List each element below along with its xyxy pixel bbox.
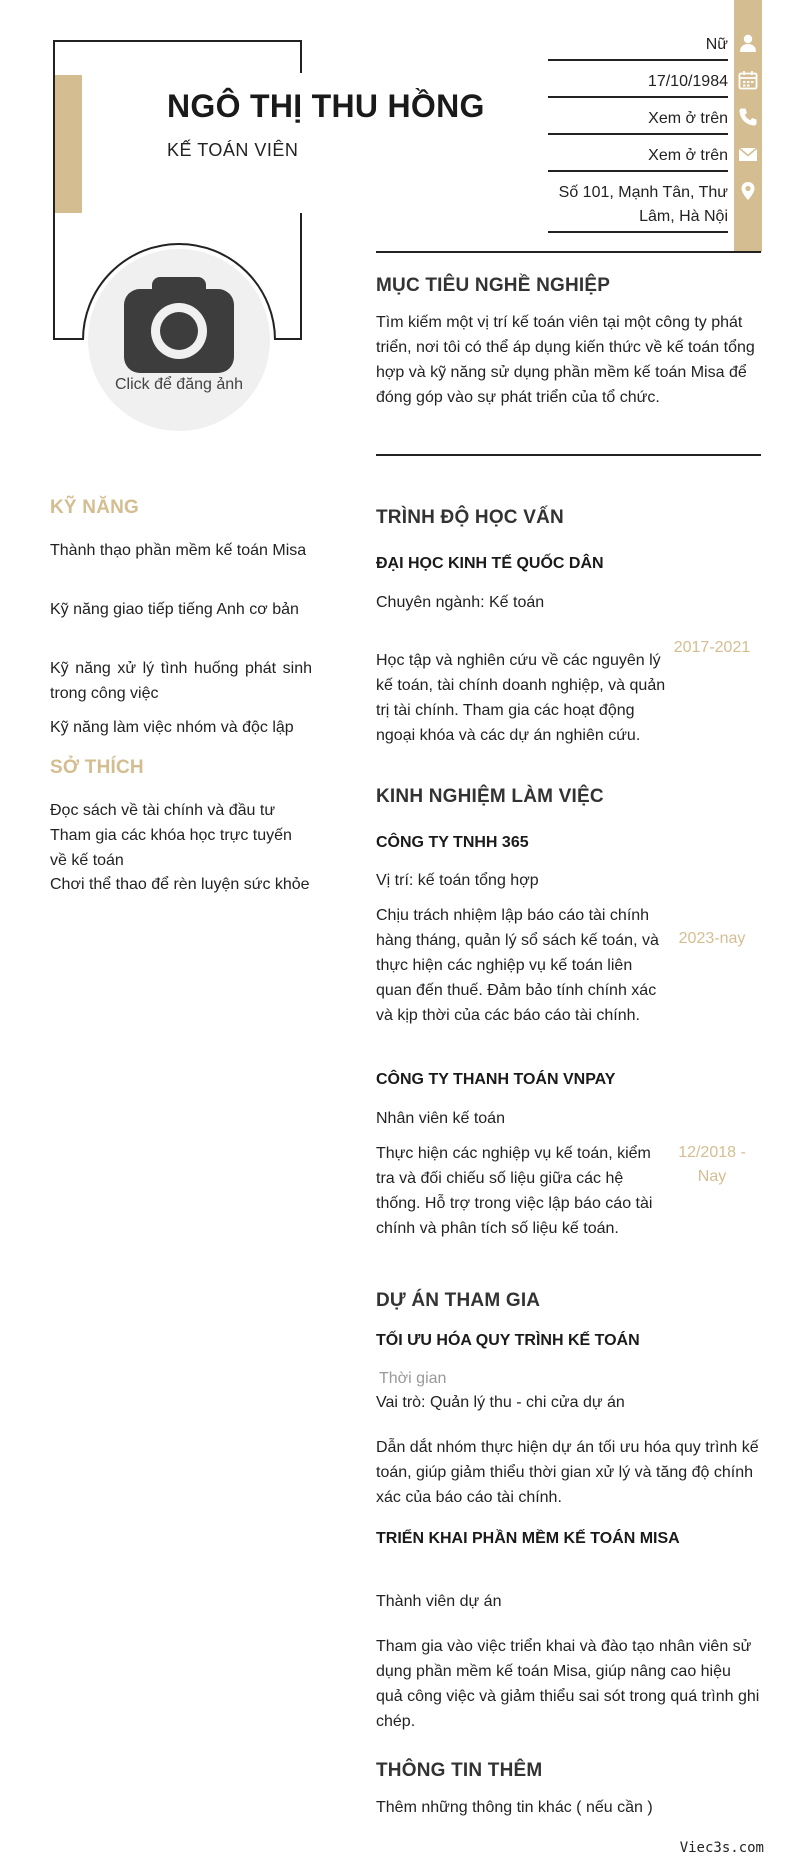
education-major: Chuyên ngành: Kế toán bbox=[376, 594, 545, 611]
watermark: Viec3s.com bbox=[679, 1840, 764, 1856]
mail-icon bbox=[738, 144, 758, 164]
job-description: Thực hiện các nghiệp vụ kế toán, kiểm tra và đối chiếu số liệu giữa các hệ thống. Hỗ trợ trong việc lập báo cáo tài chính và phân tích số liệu kế toán. bbox=[376, 1145, 653, 1237]
list-item: Kỹ năng làm việc nhóm và độc lập bbox=[50, 719, 294, 736]
hobbies-title: SỞ THÍCH bbox=[50, 757, 144, 778]
contact-birthday: 17/10/1984 bbox=[548, 70, 728, 98]
objective-title: MỤC TIÊU NGHỀ NGHIỆP bbox=[376, 275, 611, 296]
list-item: Chơi thể thao để rèn luyện sức khỏe bbox=[50, 876, 310, 893]
header-frame-edge bbox=[300, 40, 302, 73]
location-icon bbox=[738, 181, 758, 201]
job-period: 12/2018 - Nay bbox=[678, 1144, 746, 1185]
job-role: Nhân viên kế toán bbox=[376, 1110, 505, 1127]
job-period: 2023-nay bbox=[678, 930, 746, 947]
candidate-title: KẾ TOÁN VIÊN bbox=[167, 140, 299, 160]
list-item: Thành thạo phần mềm kế toán Misa bbox=[50, 542, 307, 559]
projects-title: DỰ ÁN THAM GIA bbox=[376, 1290, 541, 1311]
contact-email: Xem ở trên bbox=[548, 144, 728, 172]
additional-title: THÔNG TIN THÊM bbox=[376, 1760, 543, 1781]
project-name: TRIỂN KHAI PHẦN MỀM KẾ TOÁN MISA bbox=[376, 1530, 680, 1547]
camera-icon[interactable] bbox=[124, 277, 234, 373]
candidate-name: NGÔ THỊ THU HỒNG bbox=[167, 88, 485, 124]
skills-title: KỸ NĂNG bbox=[50, 497, 140, 518]
project-name: TỐI ƯU HÓA QUY TRÌNH KẾ TOÁN bbox=[376, 1332, 640, 1349]
job-role: Vị trí: kế toán tổng hợp bbox=[376, 872, 539, 889]
contact-phone: Xem ở trên bbox=[548, 107, 728, 135]
avatar-upload-label[interactable]: Click để đăng ảnh bbox=[114, 376, 244, 393]
section-divider bbox=[376, 454, 761, 456]
company-name: CÔNG TY THANH TOÁN VNPAY bbox=[376, 1071, 616, 1088]
school-name: ĐẠI HỌC KINH TẾ QUỐC DÂN bbox=[376, 555, 604, 572]
objective-text: Tìm kiếm một vị trí kế toán viên tại một công ty phát triển, nơi tôi có thể áp dụng kiến thức về kế toán tổng hợp và kỹ năng sử dụng phần mềm kế toán Misa để đóng góp vào sự phát triển của tổ chức. bbox=[376, 314, 755, 406]
list-item: Kỹ năng xử lý tình huống phát sinh trong công việc bbox=[50, 660, 312, 702]
education-period: 2017-2021 bbox=[673, 639, 751, 656]
list-item: Tham gia các khóa học trực tuyến về kế toán bbox=[50, 827, 292, 869]
project-role: Vai trò: Quản lý thu - chi cửa dự án bbox=[376, 1394, 625, 1411]
project-role: Thành viên dự án bbox=[376, 1593, 502, 1610]
contact-address: Số 101, Mạnh Tân, Thư Lâm, Hà Nội bbox=[548, 181, 728, 233]
calendar-icon bbox=[738, 70, 758, 90]
job-description: Chịu trách nhiệm lập báo cáo tài chính hàng tháng, quản lý sổ sách kế toán, và thực hiện các nghiệp vụ kế toán liên quan đến thuế. Đảm bảo tính chính xác và kịp thời của các báo cáo tài chính. bbox=[376, 907, 659, 1024]
header-frame-edge bbox=[300, 213, 302, 340]
contact-gender: Nữ bbox=[548, 33, 728, 61]
project-time-field[interactable]: Thời gian bbox=[379, 1370, 447, 1387]
project-description: Tham gia vào việc triển khai và đào tạo nhân viên sử dụng phần mềm kế toán Misa, giúp nâng cao hiệu quả công việc và giảm thiểu sai sót trong quá trình ghi chép. bbox=[376, 1638, 760, 1730]
accent-bar bbox=[55, 75, 82, 213]
education-description: Học tập và nghiên cứu về các nguyên lý kế toán, tài chính doanh nghiệp, và quản trị tài chính. Tham gia các hoạt động ngoại khóa và các dự án nghiên cứu. bbox=[376, 652, 666, 744]
experience-title: KINH NGHIỆM LÀM VIỆC bbox=[376, 786, 604, 807]
company-name: CÔNG TY TNHH 365 bbox=[376, 834, 529, 851]
additional-text: Thêm những thông tin khác ( nếu cần ) bbox=[376, 1799, 653, 1816]
section-divider bbox=[376, 251, 761, 253]
project-description: Dẫn dắt nhóm thực hiện dự án tối ưu hóa quy trình kế toán, giúp giảm thiểu thời gian xử lý và tăng độ chính xác của báo cáo tài chính. bbox=[376, 1439, 759, 1506]
list-item: Đọc sách về tài chính và đầu tư bbox=[50, 802, 276, 819]
user-icon bbox=[738, 33, 758, 53]
education-title: TRÌNH ĐỘ HỌC VẤN bbox=[376, 507, 564, 528]
list-item: Kỹ năng giao tiếp tiếng Anh cơ bản bbox=[50, 601, 299, 618]
phone-icon bbox=[738, 107, 758, 127]
